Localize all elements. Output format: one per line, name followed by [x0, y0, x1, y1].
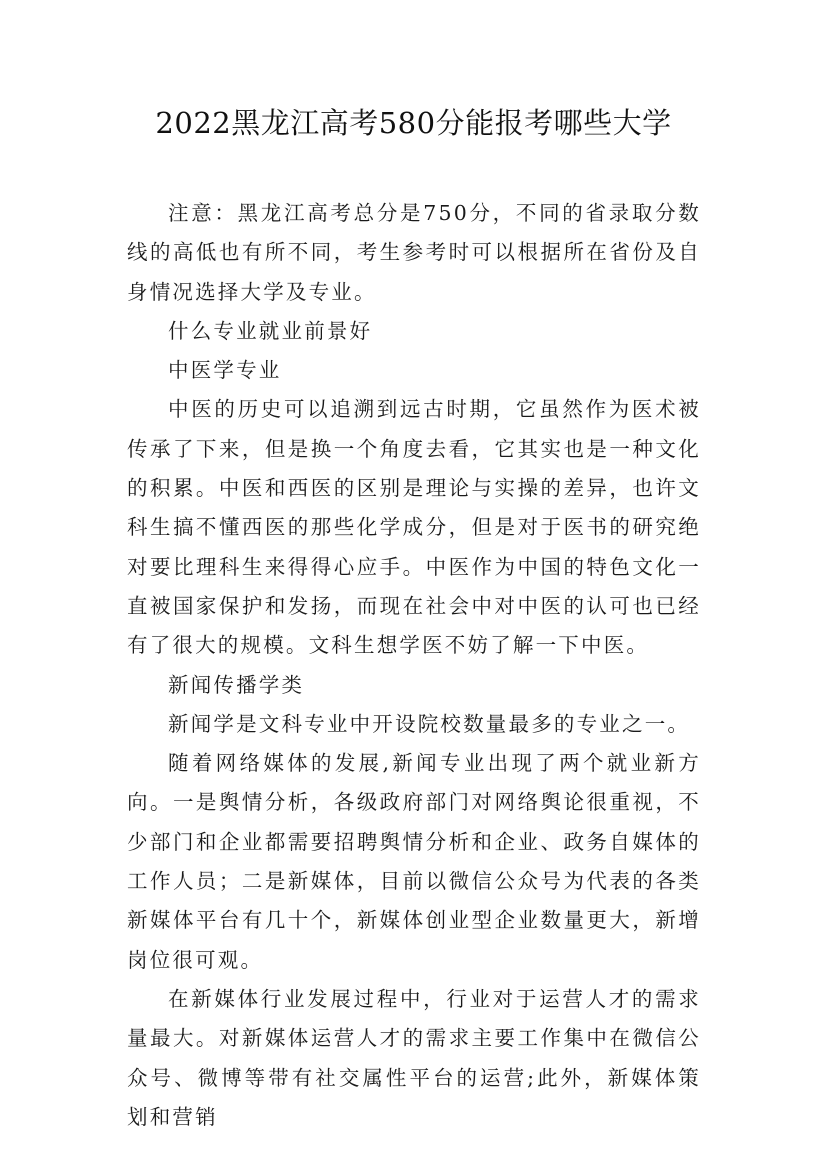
heading-employment-prospects: 什么专业就业前景好	[168, 318, 373, 343]
document-body	[127, 194, 701, 1137]
paragraph-journalism-intro: 新闻学是文科专业中开设院校数量最多的专业之一。	[168, 711, 691, 736]
heading-journalism: 新闻传播学类	[168, 672, 305, 697]
paragraph-tcm: 中医的历史可以追溯到远古时期，它虽然作为医术被传承了下来，但是换一个角度去看，它其实也是一种文化的积累。中医和西医的区别是理论与实操的差异，也许文科生搞不懂西医的那些化学成分，但是对于医书的研究绝对要比理科生来得得心应手。中医作为中国的特色文化一直被国家保护和发扬，而现在社会中对中医的认可也已经有了很大的规模。文科生想学医不妨了解一下中医。	[127, 397, 701, 658]
paragraph-new-media-operations: 在新媒体行业发展过程中，行业对于运营人才的需求量最大。对新媒体运营人才的需求主要工作集中在微信公众号、微博等带有社交属性平台的运营;此外，新媒体策划和营销	[127, 986, 701, 1129]
paragraph-new-media-directions: 随着网络媒体的发展,新闻专业出现了两个就业新方向。一是舆情分析，各级政府部门对网络舆论很重视，不少部门和企业都需要招聘舆情分析和企业、政务自媒体的工作人员；二是新媒体，目前以微信公众号为代表的各类新媒体平台有几十个，新媒体创业型企业数量更大，新增岗位很可观。	[127, 751, 701, 972]
paragraph-note: 注意：黑龙江高考总分是750分，不同的省录取分数线的高低也有所不同，考生参考时可以根据所在省份及自身情况选择大学及专业。	[127, 201, 701, 304]
document-title: 2022黑龙江高考580分能报考哪些大学	[155, 106, 672, 140]
heading-tcm-major: 中医学专业	[168, 358, 282, 383]
